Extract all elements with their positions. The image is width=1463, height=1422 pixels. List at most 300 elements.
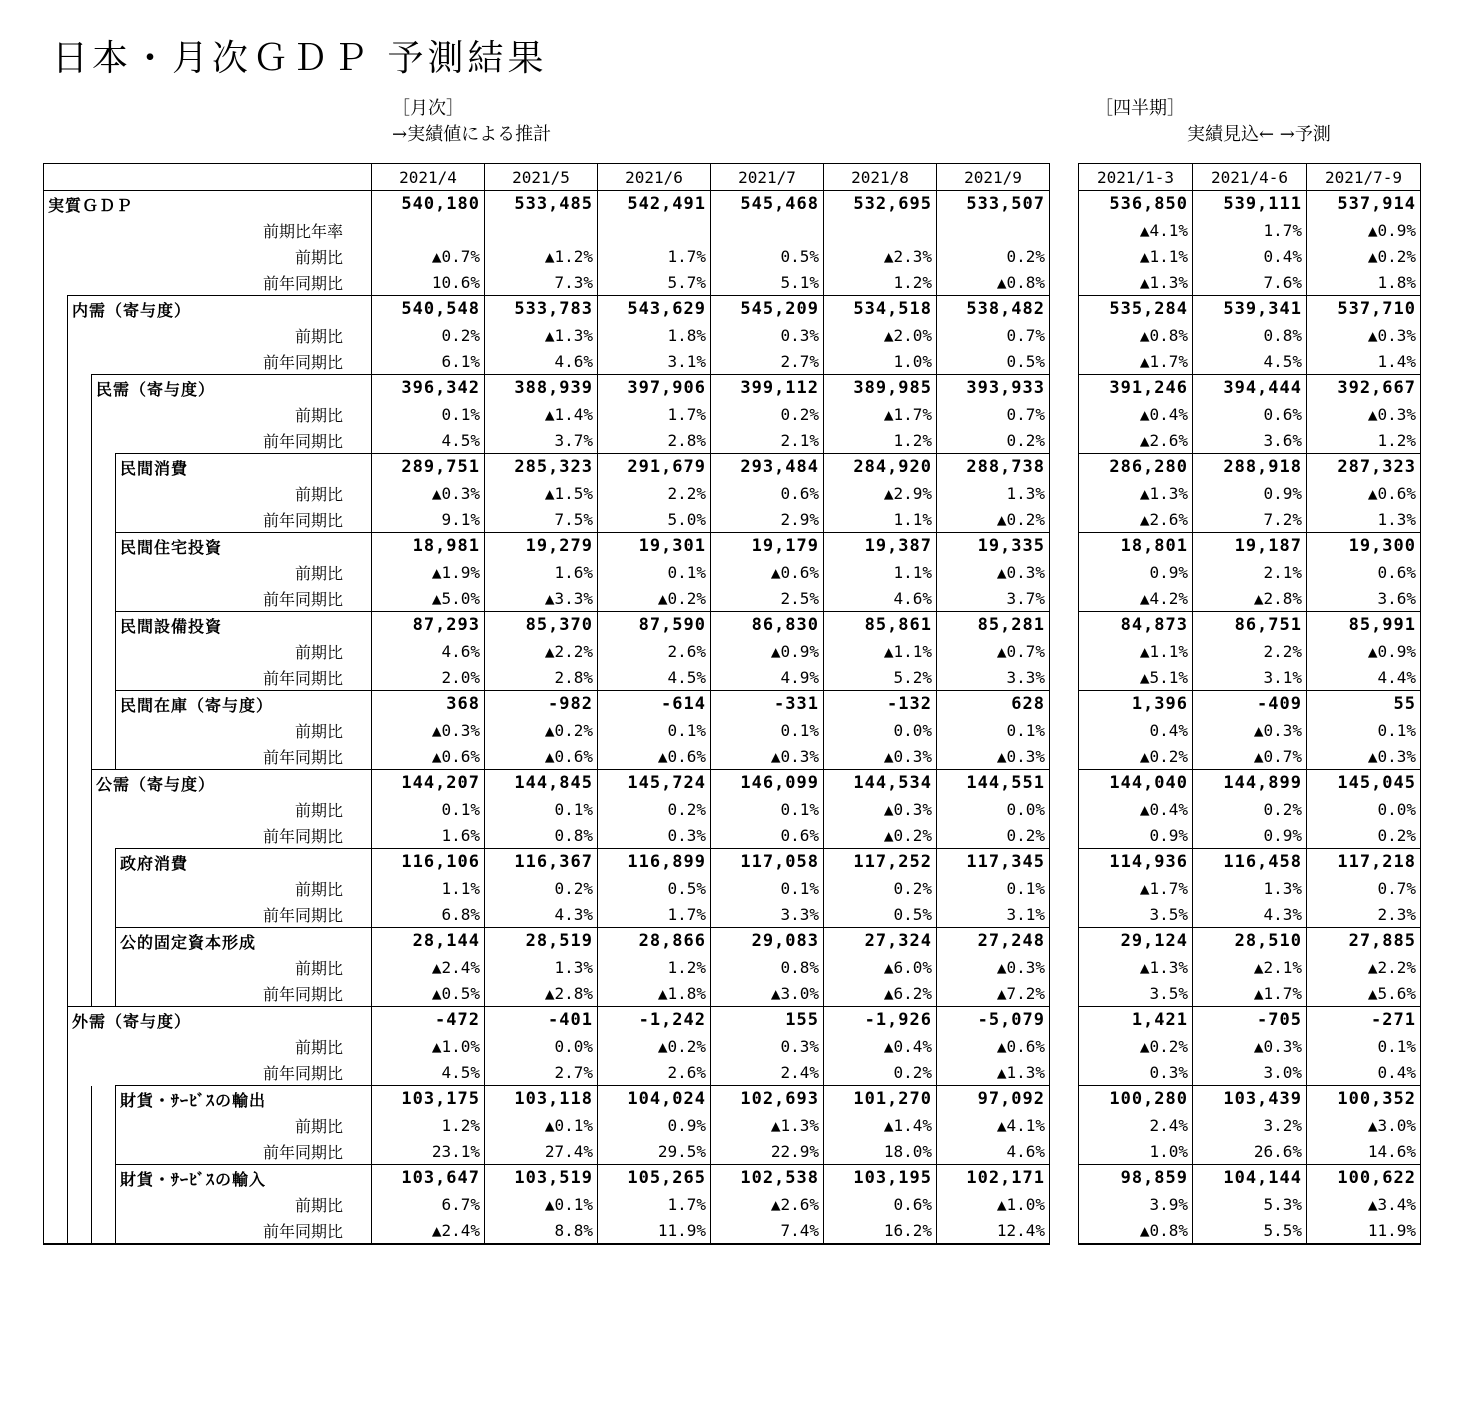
value-cell: 117,058: [711, 849, 824, 876]
value-cell: -614: [598, 691, 711, 718]
row-sublabel: 前期比: [116, 875, 372, 901]
quarter-header: 2021/1-3: [1079, 164, 1193, 191]
value-cell: ▲1.2%: [485, 243, 598, 269]
value-cell: ▲0.3%: [372, 717, 485, 743]
value-cell: 540,548: [372, 296, 485, 323]
indent-cell: [92, 954, 116, 980]
table-row: [44, 717, 1050, 743]
value-cell: 3.6%: [1307, 585, 1421, 612]
indent-cell: [92, 849, 116, 876]
value-cell: 103,175: [372, 1086, 485, 1113]
value-cell: [824, 217, 937, 243]
quarterly-header: [1095, 96, 1331, 148]
value-cell: 388,939: [485, 375, 598, 402]
value-cell: ▲0.6%: [372, 743, 485, 770]
value-cell: ▲1.0%: [372, 1033, 485, 1059]
value-cell: 144,551: [937, 770, 1050, 797]
value-cell: 1.7%: [598, 1191, 711, 1217]
value-cell: 23.1%: [372, 1138, 485, 1165]
indent-cell: [68, 1165, 92, 1192]
value-cell: 0.1%: [598, 559, 711, 585]
value-cell: 540,180: [372, 191, 485, 218]
table-row: [1079, 401, 1421, 427]
value-cell: 536,850: [1079, 191, 1193, 218]
indent-cell: [68, 454, 92, 481]
value-cell: 399,112: [711, 375, 824, 402]
value-cell: ▲2.6%: [711, 1191, 824, 1217]
row-sublabel: 前年同期比: [116, 585, 372, 612]
indent-cell: [68, 1086, 92, 1113]
value-cell: 289,751: [372, 454, 485, 481]
row-label: 外需（寄与度）: [68, 1007, 372, 1034]
indent-cell: [68, 533, 92, 560]
value-cell: 0.4%: [1079, 717, 1193, 743]
value-cell: ▲1.3%: [937, 1059, 1050, 1086]
monthly-note: →実績値による推計: [392, 124, 552, 145]
value-cell: 4.3%: [1193, 901, 1307, 928]
value-cell: -271: [1307, 1007, 1421, 1034]
indent-cell: [44, 348, 68, 375]
indent-cell: [44, 401, 68, 427]
table-row: [1079, 269, 1421, 296]
value-cell: 8.8%: [485, 1217, 598, 1244]
value-cell: 1.7%: [598, 401, 711, 427]
value-cell: 3.5%: [1079, 980, 1193, 1007]
value-cell: -982: [485, 691, 598, 718]
value-cell: ▲0.9%: [1307, 638, 1421, 664]
value-cell: 27,324: [824, 928, 937, 955]
table-row-group: [1079, 191, 1421, 218]
indent-cell: [44, 638, 68, 664]
indent-cell: [68, 954, 92, 980]
table-row: [1079, 585, 1421, 612]
month-header: 2021/4: [372, 164, 485, 191]
table-row: [44, 1217, 1050, 1244]
value-cell: 537,914: [1307, 191, 1421, 218]
value-cell: 391,246: [1079, 375, 1193, 402]
value-cell: 2.2%: [598, 480, 711, 506]
value-cell: ▲0.4%: [1079, 796, 1193, 822]
indent-cell: [92, 875, 116, 901]
table-row: [1079, 1138, 1421, 1165]
value-cell: 5.5%: [1193, 1217, 1307, 1244]
row-sublabel: 前期比: [116, 954, 372, 980]
value-cell: 1.1%: [372, 875, 485, 901]
value-cell: ▲0.7%: [937, 638, 1050, 664]
value-cell: ▲0.4%: [824, 1033, 937, 1059]
row-label: 民需（寄与度）: [92, 375, 372, 402]
value-cell: 0.2%: [372, 322, 485, 348]
indent-cell: [92, 480, 116, 506]
table-row: [1079, 822, 1421, 849]
value-cell: 146,099: [711, 770, 824, 797]
value-cell: 0.9%: [1079, 559, 1193, 585]
value-cell: 2.7%: [711, 348, 824, 375]
indent-cell: [92, 559, 116, 585]
row-sublabel: 前期比: [68, 1033, 372, 1059]
value-cell: 0.2%: [824, 1059, 937, 1086]
row-sublabel: 前期比: [116, 480, 372, 506]
indent-cell: [92, 612, 116, 639]
value-cell: 1.3%: [485, 954, 598, 980]
value-cell: 19,387: [824, 533, 937, 560]
indent-cell: [44, 1112, 68, 1138]
value-cell: ▲2.6%: [1079, 427, 1193, 454]
table-row: [1079, 954, 1421, 980]
indent-cell: [68, 1112, 92, 1138]
indent-cell: [44, 1007, 68, 1034]
value-cell: 628: [937, 691, 1050, 718]
value-cell: ▲4.2%: [1079, 585, 1193, 612]
indent-cell: [68, 638, 92, 664]
table-row: [1079, 559, 1421, 585]
table-row: [44, 401, 1050, 427]
value-cell: ▲0.6%: [937, 1033, 1050, 1059]
table-row: [44, 348, 1050, 375]
value-cell: 117,345: [937, 849, 1050, 876]
value-cell: 3.6%: [1193, 427, 1307, 454]
value-cell: ▲1.3%: [1079, 269, 1193, 296]
value-cell: 5.3%: [1193, 1191, 1307, 1217]
row-sublabel: 前期比: [68, 322, 372, 348]
value-cell: 0.9%: [598, 1112, 711, 1138]
value-cell: 1.1%: [824, 506, 937, 533]
value-cell: 0.9%: [1193, 480, 1307, 506]
value-cell: 0.6%: [1307, 559, 1421, 585]
value-cell: ▲2.8%: [485, 980, 598, 1007]
table-row-group: [1079, 770, 1421, 797]
page-title: 日本・月次ＧＤＰ 予測結果: [52, 38, 548, 79]
value-cell: 19,279: [485, 533, 598, 560]
value-cell: [711, 217, 824, 243]
value-cell: 144,845: [485, 770, 598, 797]
table-row-group: [1079, 849, 1421, 876]
value-cell: 19,300: [1307, 533, 1421, 560]
value-cell: ▲0.3%: [1307, 401, 1421, 427]
table-row: [44, 875, 1050, 901]
value-cell: 2.1%: [711, 427, 824, 454]
value-cell: 3.2%: [1193, 1112, 1307, 1138]
value-cell: 22.9%: [711, 1138, 824, 1165]
row-label: 政府消費: [116, 849, 372, 876]
value-cell: 19,301: [598, 533, 711, 560]
value-cell: ▲2.2%: [485, 638, 598, 664]
value-cell: 103,519: [485, 1165, 598, 1192]
value-cell: 0.1%: [485, 796, 598, 822]
value-cell: 7.2%: [1193, 506, 1307, 533]
table-row-group: [1079, 533, 1421, 560]
value-cell: 0.1%: [1307, 1033, 1421, 1059]
table-row: [1079, 217, 1421, 243]
value-cell: 396,342: [372, 375, 485, 402]
indent-cell: [68, 427, 92, 454]
value-cell: ▲1.7%: [1079, 875, 1193, 901]
row-label: 公的固定資本形成: [116, 928, 372, 955]
table-row: [44, 664, 1050, 691]
value-cell: 394,444: [1193, 375, 1307, 402]
indent-cell: [44, 875, 68, 901]
indent-cell: [44, 1059, 68, 1086]
indent-cell: [92, 717, 116, 743]
indent-cell: [44, 559, 68, 585]
value-cell: ▲1.3%: [711, 1112, 824, 1138]
value-cell: 28,866: [598, 928, 711, 955]
value-cell: 2.4%: [711, 1059, 824, 1086]
value-cell: 1.6%: [485, 559, 598, 585]
table-row: [1079, 1059, 1421, 1086]
value-cell: 0.5%: [598, 875, 711, 901]
value-cell: 97,092: [937, 1086, 1050, 1113]
value-cell: 287,323: [1307, 454, 1421, 481]
value-cell: 1.7%: [598, 901, 711, 928]
value-cell: 3.7%: [485, 427, 598, 454]
value-cell: 0.1%: [1307, 717, 1421, 743]
indent-cell: [68, 849, 92, 876]
value-cell: 85,370: [485, 612, 598, 639]
table-row: [1079, 901, 1421, 928]
value-cell: 1.0%: [1079, 1138, 1193, 1165]
row-sublabel: 前年同期比: [116, 743, 372, 770]
value-cell: ▲1.3%: [1079, 954, 1193, 980]
indent-cell: [44, 296, 68, 323]
value-cell: 11.9%: [1307, 1217, 1421, 1244]
value-cell: 144,899: [1193, 770, 1307, 797]
table-row: [44, 1112, 1050, 1138]
value-cell: 85,281: [937, 612, 1050, 639]
value-cell: 114,936: [1079, 849, 1193, 876]
indent-cell: [44, 506, 68, 533]
indent-cell: [92, 1191, 116, 1217]
row-sublabel: 前期比: [92, 401, 372, 427]
value-cell: ▲0.6%: [711, 559, 824, 585]
value-cell: 0.1%: [711, 717, 824, 743]
row-sublabel: 前期比: [92, 796, 372, 822]
value-cell: 86,751: [1193, 612, 1307, 639]
value-cell: 29,124: [1079, 928, 1193, 955]
indent-cell: [44, 322, 68, 348]
value-cell: ▲2.3%: [824, 243, 937, 269]
value-cell: 0.2%: [824, 875, 937, 901]
value-cell: ▲2.4%: [372, 954, 485, 980]
value-cell: 6.1%: [372, 348, 485, 375]
value-cell: ▲3.4%: [1307, 1191, 1421, 1217]
value-cell: ▲0.3%: [1193, 717, 1307, 743]
value-cell: ▲0.2%: [485, 717, 598, 743]
value-cell: ▲4.1%: [1079, 217, 1193, 243]
indent-cell: [68, 928, 92, 955]
value-cell: 545,209: [711, 296, 824, 323]
value-cell: 4.6%: [372, 638, 485, 664]
value-cell: 7.4%: [711, 1217, 824, 1244]
value-cell: 145,045: [1307, 770, 1421, 797]
value-cell: -1,242: [598, 1007, 711, 1034]
value-cell: 3.1%: [1193, 664, 1307, 691]
value-cell: 0.6%: [711, 822, 824, 849]
indent-cell: [44, 1138, 68, 1165]
value-cell: ▲1.9%: [372, 559, 485, 585]
row-label: 民間消費: [116, 454, 372, 481]
month-header: 2021/8: [824, 164, 937, 191]
value-cell: 0.3%: [1079, 1059, 1193, 1086]
value-cell: 1.1%: [824, 559, 937, 585]
value-cell: 5.0%: [598, 506, 711, 533]
value-cell: 16.2%: [824, 1217, 937, 1244]
value-cell: 0.5%: [937, 348, 1050, 375]
value-cell: 545,468: [711, 191, 824, 218]
indent-cell: [68, 506, 92, 533]
value-cell: 0.0%: [485, 1033, 598, 1059]
value-cell: 117,218: [1307, 849, 1421, 876]
value-cell: 0.1%: [711, 875, 824, 901]
table-row-group: [44, 1007, 1050, 1034]
value-cell: 2.4%: [1079, 1112, 1193, 1138]
value-cell: 2.3%: [1307, 901, 1421, 928]
row-label: 公需（寄与度）: [92, 770, 372, 797]
value-cell: 284,920: [824, 454, 937, 481]
value-cell: ▲1.4%: [824, 1112, 937, 1138]
value-cell: 18.0%: [824, 1138, 937, 1165]
value-cell: 288,918: [1193, 454, 1307, 481]
value-cell: 534,518: [824, 296, 937, 323]
value-cell: ▲0.1%: [485, 1191, 598, 1217]
value-cell: 1.7%: [1193, 217, 1307, 243]
value-cell: 0.0%: [1307, 796, 1421, 822]
indent-cell: [92, 1086, 116, 1113]
indent-cell: [44, 1033, 68, 1059]
value-cell: 102,693: [711, 1086, 824, 1113]
table-row-group: [1079, 612, 1421, 639]
value-cell: 0.7%: [1307, 875, 1421, 901]
indent-cell: [68, 691, 92, 718]
row-sublabel: 前年同期比: [116, 1138, 372, 1165]
value-cell: 285,323: [485, 454, 598, 481]
table-row: [44, 743, 1050, 770]
row-sublabel: 前年同期比: [44, 269, 372, 296]
indent-cell: [92, 506, 116, 533]
value-cell: 3.3%: [937, 664, 1050, 691]
value-cell: 2.6%: [598, 1059, 711, 1086]
table-row: [1079, 743, 1421, 770]
value-cell: ▲0.6%: [485, 743, 598, 770]
value-cell: 0.3%: [711, 1033, 824, 1059]
value-cell: 116,106: [372, 849, 485, 876]
value-cell: 102,171: [937, 1165, 1050, 1192]
value-cell: 12.4%: [937, 1217, 1050, 1244]
value-cell: 0.2%: [1307, 822, 1421, 849]
row-sublabel: 前期比: [44, 243, 372, 269]
table-row-group: [1079, 1007, 1421, 1034]
table-row-group: [1079, 1165, 1421, 1192]
row-sublabel: 前年同期比: [116, 980, 372, 1007]
table-row-group: [44, 296, 1050, 323]
value-cell: ▲1.0%: [937, 1191, 1050, 1217]
value-cell: 539,111: [1193, 191, 1307, 218]
value-cell: 389,985: [824, 375, 937, 402]
indent-cell: [44, 849, 68, 876]
table-row: [1079, 664, 1421, 691]
value-cell: ▲0.3%: [937, 954, 1050, 980]
value-cell: 535,284: [1079, 296, 1193, 323]
indent-cell: [68, 585, 92, 612]
value-cell: 393,933: [937, 375, 1050, 402]
quarter-header: 2021/4-6: [1193, 164, 1307, 191]
value-cell: 1.7%: [598, 243, 711, 269]
table-row-group: [44, 1165, 1050, 1192]
value-cell: 28,144: [372, 928, 485, 955]
value-cell: 29.5%: [598, 1138, 711, 1165]
table-row: [44, 796, 1050, 822]
table-row: [44, 269, 1050, 296]
value-cell: 104,144: [1193, 1165, 1307, 1192]
row-label: 民間在庫（寄与度）: [116, 691, 372, 718]
value-cell: 3.0%: [1193, 1059, 1307, 1086]
table-row-group: [1079, 296, 1421, 323]
indent-cell: [44, 533, 68, 560]
value-cell: ▲2.2%: [1307, 954, 1421, 980]
table-row: [1079, 638, 1421, 664]
monthly-label: ［月次］: [392, 98, 464, 119]
indent-cell: [44, 717, 68, 743]
value-cell: 1,421: [1079, 1007, 1193, 1034]
indent-cell: [44, 1191, 68, 1217]
value-cell: ▲6.0%: [824, 954, 937, 980]
indent-cell: [92, 743, 116, 770]
value-cell: 4.6%: [824, 585, 937, 612]
value-cell: 84,873: [1079, 612, 1193, 639]
indent-cell: [92, 585, 116, 612]
indent-cell: [92, 1112, 116, 1138]
indent-cell: [92, 901, 116, 928]
indent-cell: [44, 375, 68, 402]
table-row: [1079, 243, 1421, 269]
indent-cell: [44, 585, 68, 612]
value-cell: 145,724: [598, 770, 711, 797]
value-cell: 0.6%: [824, 1191, 937, 1217]
indent-cell: [92, 533, 116, 560]
row-sublabel: 前期比: [116, 559, 372, 585]
header-blank: [44, 164, 372, 191]
value-cell: 4.5%: [372, 1059, 485, 1086]
value-cell: 2.1%: [1193, 559, 1307, 585]
quarterly-label: ［四半期］: [1095, 98, 1185, 119]
value-cell: 1.8%: [1307, 269, 1421, 296]
indent-cell: [68, 743, 92, 770]
value-cell: 537,710: [1307, 296, 1421, 323]
value-cell: ▲0.3%: [824, 796, 937, 822]
value-cell: 27,248: [937, 928, 1050, 955]
value-cell: ▲0.7%: [1193, 743, 1307, 770]
value-cell: 28,510: [1193, 928, 1307, 955]
value-cell: 1.2%: [824, 269, 937, 296]
value-cell: 105,265: [598, 1165, 711, 1192]
table-row: [44, 1059, 1050, 1086]
value-cell: 0.1%: [372, 401, 485, 427]
indent-cell: [68, 796, 92, 822]
table-row: [44, 506, 1050, 533]
value-cell: 2.8%: [485, 664, 598, 691]
value-cell: ▲0.3%: [937, 559, 1050, 585]
value-cell: ▲3.0%: [1307, 1112, 1421, 1138]
value-cell: ▲5.0%: [372, 585, 485, 612]
indent-cell: [92, 1165, 116, 1192]
monthly-header: [392, 96, 551, 148]
indent-cell: [44, 480, 68, 506]
row-sublabel: 前年同期比: [116, 664, 372, 691]
value-cell: 87,590: [598, 612, 711, 639]
indent-cell: [44, 1165, 68, 1192]
table-row: [44, 980, 1050, 1007]
value-cell: ▲2.6%: [1079, 506, 1193, 533]
